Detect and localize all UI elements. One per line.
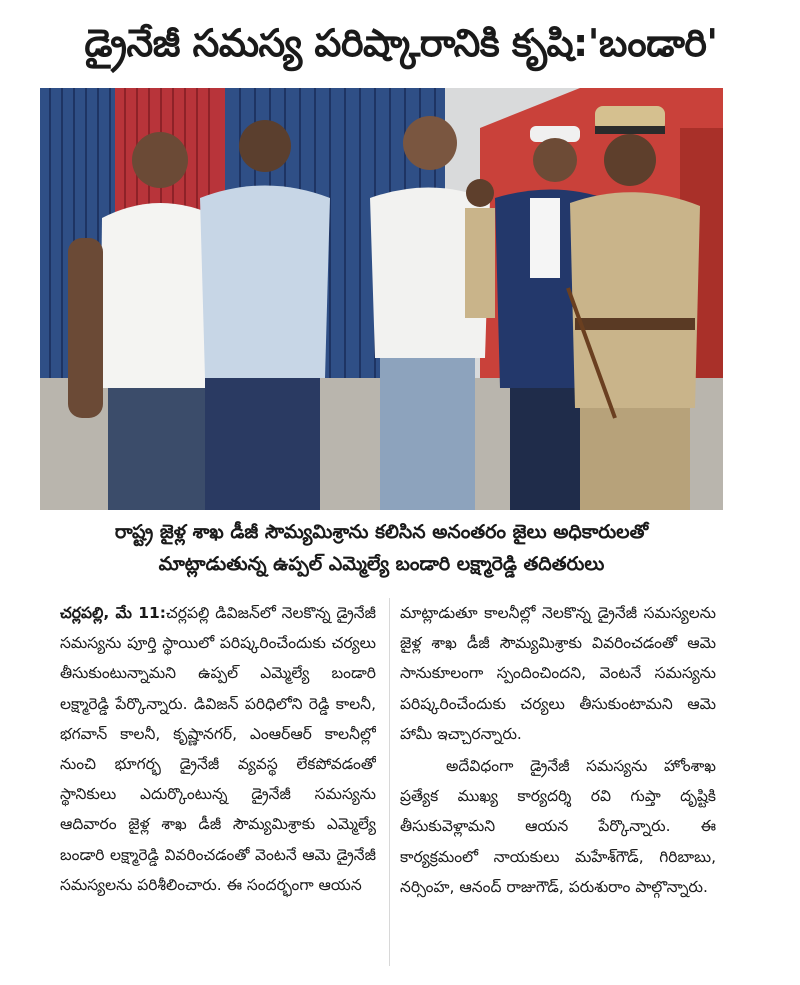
body-paragraph-2: మాట్లాడుతూ కాలనీల్లో నెలకొన్న డ్రైనేజీ సమస్యలను జైళ్ల శాఖ డీజీ సౌమ్యమిశ్రాకు వివరించడంతో ఆమె సానుకూలంగా స్పందించిందని, వెంటనే సమస్యను పరిష్కరించేందుకు చర్యలు తీసుకుంటామని ఆమె హామీ ఇచ్చారన్నారు. [400, 604, 716, 743]
column-divider [389, 598, 390, 966]
caption-line-2: మాట్లాడుతున్న ఉప్పల్ ఎమ్మెల్యే బండారి లక్ష్మారెడ్డి తదితరులు [158, 553, 605, 575]
news-photo [40, 88, 723, 510]
body-paragraph-3: అదేవిధంగా డ్రైనేజీ సమస్యను హోంశాఖ ప్రత్యేక ముఖ్య కార్యదర్శి రవి గుప్తా దృష్టికి తీసుకువెళ్లామని ఆయన పేర్కొన్నారు. ఈ కార్యక్రమంలో నాయకులు మహేశ్‌గౌడ్, గిరిబాబు, నర్సింహ, ఆనంద్ రాజుగౌడ్, పరుశురాం పాల్గొన్నారు. [400, 757, 716, 896]
body-left-text: చర్లపల్లి డివిజన్‌లో నెలకొన్న డ్రైనేజీ సమస్యను పూర్తి స్థాయిలో పరిష్కరించేందుకు చర్యలు తీసుకుంటున్నామని ఉప్పల్ ఎమ్మెల్యే బండారి లక్ష్మారెడ్డి పేర్కొన్నారు. డివిజన్ పరిధిలోని రెడ్డి కాలనీ, భగవాన్ కాలనీ, కృష్ణానగర్, ఎంఆర్ఆర్ కాలనీల్లో నుంచి భూగర్భ డ్రైనేజీ వ్యవస్థ లేకపోవడంతో స్థానికులు ఎదుర్కొంటున్న డ్రైనేజీ సమస్యను ఆదివారం జైళ్ల శాఖ డీజీ సౌమ్యమిశ్రాకు ఎమ్మెల్యే బండారి లక్ష్మారెడ్డి వివరించడంతో వెంటనే ఆమె డ్రైనేజీ సమస్యలను పరిశీలించారు. ఈ సందర్భంగా ఆయన [60, 604, 376, 894]
article-column-left [60, 598, 376, 970]
body-paragraph-1 [60, 598, 376, 900]
headline: డ్రైనేజీ సమస్య పరిష్కారానికి కృషి:'బండారి' [84, 21, 718, 65]
dateline: చర్లపల్లి, మే 11: [60, 604, 167, 622]
news-photo-illustration [40, 88, 723, 510]
article-column-right [400, 598, 716, 970]
photo-caption [40, 516, 723, 582]
caption-line-1: రాష్ట్ర జైళ్ల శాఖ డీజీ సౌమ్యమిశ్రాను కలిసిన అనంతరం జైలు అధికారులతో [114, 521, 649, 543]
